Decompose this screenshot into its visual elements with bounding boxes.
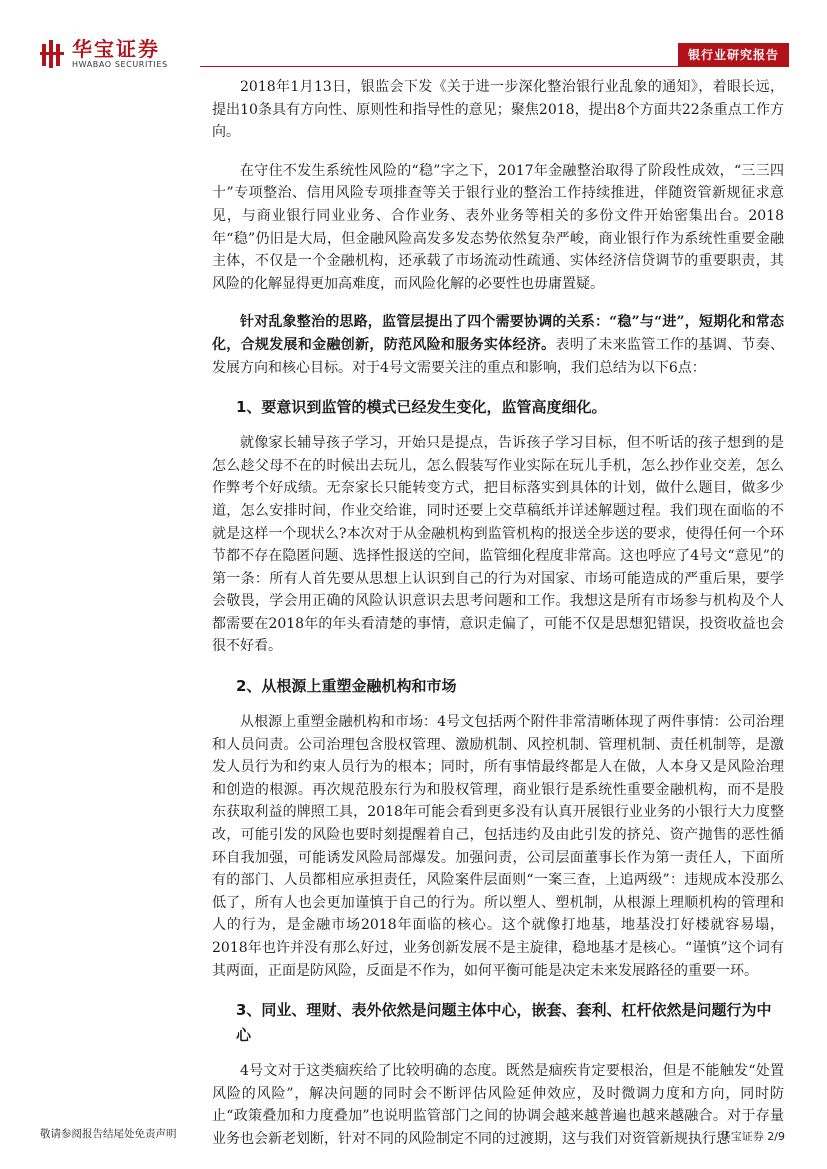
section-heading-3: 3、同业、理财、表外依然是问题主体中心，嵌套、套利、杠杆依然是问题行为中心 bbox=[236, 1001, 772, 1045]
page-header bbox=[0, 0, 827, 76]
paragraph-intro: 2018年1月13日，银监会下发《关于进一步深化整治银行业乱象的通知》，着眼长远，提出10条具有方向性、原则性和指导性的意见；聚焦2018，提出8个方面共22条重点工作方向。 bbox=[212, 79, 784, 141]
logo-mark-icon bbox=[40, 40, 66, 68]
section-heading-1: 1、要意识到监管的模式已经发生变化，监管高度细化。 bbox=[236, 398, 607, 417]
paragraph-context: 在守住不发生系统性风险的“稳”字之下，2017年金融整治取得了阶段性成效，“三三四十”专项整治、信用风险专项排查等关于银行业的整治工作持续推进，伴随资管新规征求意见，与商业银行同业业务、合作业务、表外业务等相关的多份文件开始密集出台。2018年“稳”仍旧是大局，但金融风险高发多发态势依然复杂严峻，商业银行作为系统性重要金融主体，不仅是一个金融机构，还承载了市场流动性疏通、实体经济信贷调节的重要职责，其风险的化解显得更加高难度，而风险化解的必要性也毋庸置疑。 bbox=[212, 162, 784, 292]
bold-key-statement: 针对乱象整治的思路，监管层提出了四个需要协调的关系：“稳”与“进”，短期化和常态化，合规发展和金融创新，防范风险和服务实体经济。 bbox=[212, 314, 784, 353]
paragraph-section-2: 从根源上重塑金融机构和市场：4号文包括两个附件非常清晰体现了两件事情：公司治理和人员问责。公司治理包含股权管理、激励机制、风控机制、管理机制、责任机制等，是激发人员行为和约束人员行为的根本；同时，所有事情最终都是人在做，人本身又是风险治理和创造的根源。再次规范股东行为和股权管理，商业银行是系统性重要金融机构，而不是股东获取利益的牌照工具，2018年可能会看到更多没有认真开展银行业业务的小银行大力度整改，可能引发的风险也要时刻提醒着自己，包括违约及由此引发的挤兑、资产抛售的恶性循环自我加强，可能诱发风险局部爆发。加强问责，公司层面董事长作为第一责任人，下面所有的部门、人员都相应承担责任，风险案件层面则“一案三查，上追两级”：违规成本没那么低了，所有人也会更加谨慎于自己的行为。所以塑人、塑机制，从根源上理顺机构的管理和人的行为，是金融市场2018年面临的核心。这个就像打地基，地基没打好楼就容易塌，2018年也许并没有那么好过，业务创新发展不是主旋律，稳地基才是核心。“谨慎”这个词有其两面，正面是防风险，反面是不作为，如何平衡可能是决定未来发展路径的重要一环。 bbox=[212, 714, 784, 979]
company-logo bbox=[40, 38, 168, 70]
report-type-badge: 银行业研究报告 bbox=[678, 43, 789, 66]
footer-page-number: 华宝证券 2/9 bbox=[719, 1130, 785, 1143]
header-divider bbox=[200, 66, 789, 67]
paragraph-section-3: 4号文对于这类痼疾给了比较明确的态度。既然是痼疾肯定要根治，但是不能触发“处置风险的风险”，解决问题的同时会不断评估风险延伸效应，及时微调力度和方向，同时防止“政策叠加和力度叠加”也说明监管部门之间的协调会越来越普遍也越来越融合。对于存量业务也会新老划断，针对不同的风险制定不同的过渡期，这与我们对资管新规执行思 bbox=[212, 1063, 784, 1147]
logo-chinese-name: 华宝证券 bbox=[72, 37, 160, 61]
section-heading-2: 2、从根源上重塑金融机构和市场 bbox=[236, 677, 457, 696]
footer-disclaimer: 敬请参阅报告结尾处免责声明 bbox=[40, 1128, 177, 1140]
report-body bbox=[212, 76, 784, 1167]
logo-english-name: HWABAO SECURITIES bbox=[72, 60, 168, 69]
paragraph-regulation-thinking bbox=[212, 311, 784, 379]
paragraph-summary-text: 表明了未来监管工作的基调、节奏、发展方向和核心目标。对于4号文需要关注的重点和影响，我们总结为以下6点： bbox=[212, 336, 785, 376]
paragraph-section-1: 就像家长辅导孩子学习，开始只是提点，告诉孩子学习目标，但不听话的孩子想到的是怎么趁父母不在的时候出去玩儿，怎么假装写作业实际在玩儿手机，怎么抄作业交差，怎么作弊考个好成绩。无奈家长只能转变方式，把目标落实到具体的计划，做什么题目，做多少道，怎么安排时间，作业交给谁，同时还要上交草稿纸并详述解题过程。我们现在面临的不就是这样一个现状么?本次对于从金融机构到监管机构的报送全步送的要求，使得任何一个环节都不存在隐匿问题、选择性报送的空间，监管细化程度非常高。这也呼应了4号文“意见”的第一条：所有人首先要从思想上认识到自己的行为对国家、市场可能造成的严重后果，要学会敬畏，学会用正确的风险认识意识去思考问题和工作。我想这是所有市场参与机构及个人都需要在2018年的年头看清楚的事情，意识走偏了，可能不仅是思想犯错误，投资收益也会很不好看。 bbox=[212, 435, 784, 655]
